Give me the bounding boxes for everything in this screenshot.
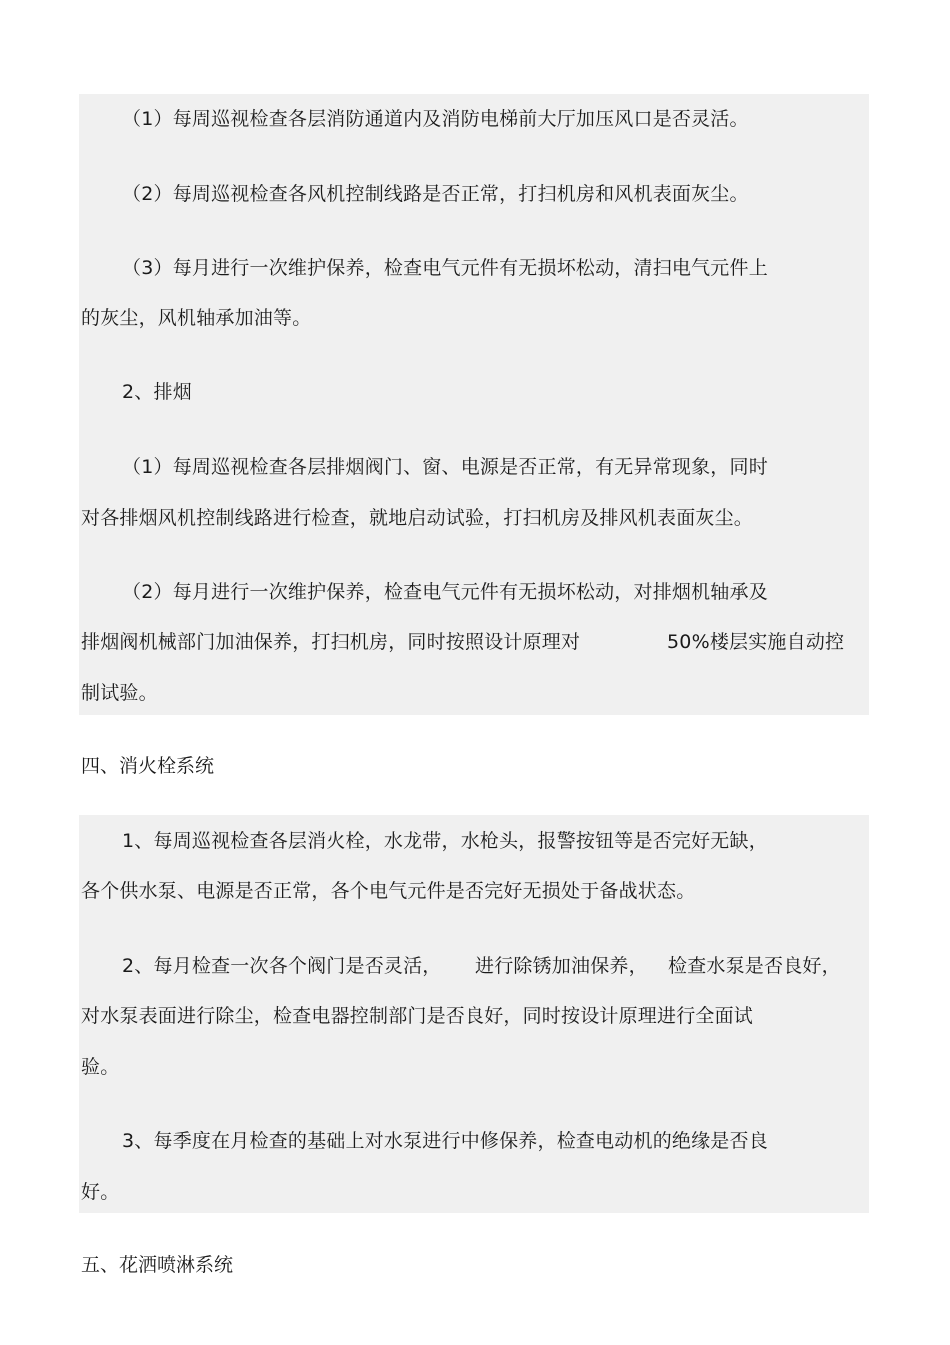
paragraph-line: 2、每月检查一次各个阀门是否灵活，: [122, 955, 442, 977]
section-heading-hydrant: 四、消火栓系统: [81, 755, 215, 777]
paragraph-line: 对各排烟风机控制线路进行检查，就地启动试验，打扫机房及排风机表面灰尘。: [81, 507, 754, 529]
paragraph-line: （1）每周巡视检查各层排烟阀门、窗、电源是否正常，有无异常现象，同时: [122, 456, 768, 478]
paragraph-line: （2）每周巡视检查各风机控制线路是否正常，打扫机房和风机表面灰尘。: [122, 183, 749, 205]
paragraph-line: 好。: [81, 1181, 120, 1203]
paragraph-line: 3、每季度在月检查的基础上对水泵进行中修保养，检查电动机的绝缘是否良: [122, 1130, 768, 1152]
paragraph-line: （1）每周巡视检查各层消防通道内及消防电梯前大厅加压风口是否灵活。: [122, 108, 749, 130]
paragraph-line: 1、每周巡视检查各层消火栓，水龙带，水枪头，报警按钮等是否完好无缺，: [122, 830, 768, 852]
subheading-smoke-exhaust: 2、排烟: [122, 381, 192, 403]
paragraph-line: 检查水泵是否良好，: [668, 955, 841, 977]
section-heading-sprinkler: 五、花洒喷淋系统: [81, 1254, 234, 1276]
paragraph-line: 的灰尘，风机轴承加油等。: [81, 307, 312, 329]
paragraph-line: 各个供水泵、电源是否正常，各个电气元件是否完好无损处于备战状态。: [81, 880, 696, 902]
paragraph-line: 制试验。: [81, 682, 158, 704]
paragraph-line: （3）每月进行一次维护保养，检查电气元件有无损坏松动，清扫电气元件上: [122, 257, 768, 279]
paragraph-line: 进行除锈加油保养，: [475, 955, 648, 977]
paragraph-line: 50%楼层实施自动控: [667, 631, 845, 653]
paragraph-line: 排烟阀机械部门加油保养，打扫机房，同时按照设计原理对: [81, 631, 581, 653]
paragraph-line: 验。: [81, 1056, 120, 1078]
paragraph-line: 对水泵表面进行除尘，检查电器控制部门是否良好，同时按设计原理进行全面试: [81, 1005, 754, 1027]
paragraph-line: （2）每月进行一次维护保养，检查电气元件有无损坏松动，对排烟机轴承及: [122, 581, 768, 603]
